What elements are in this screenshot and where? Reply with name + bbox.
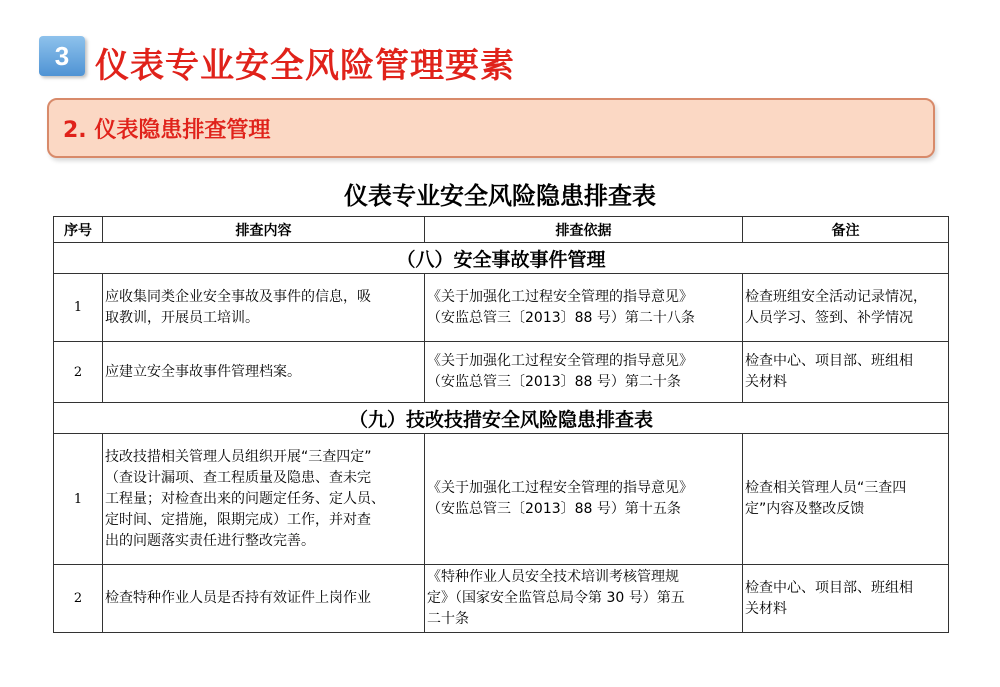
header-remark: 备注: [743, 217, 949, 243]
remark-line: 检查中心、项目部、班组相: [745, 579, 913, 596]
table-row: [54, 274, 949, 342]
row-index: 1: [54, 434, 103, 565]
content-line: 应收集同类企业安全事故及事件的信息，吸: [105, 288, 371, 305]
group-title: （九）技改技措安全风险隐患排查表: [54, 403, 949, 434]
row-index: 2: [54, 565, 103, 633]
row-index: 1: [54, 274, 103, 342]
basis-line: 《特种作业人员安全技术培训考核管理规: [427, 569, 679, 585]
table-header-row: [54, 217, 949, 243]
remark-line: 检查相关管理人员“三查四: [745, 480, 907, 496]
row-basis: [425, 342, 743, 403]
row-remark: [743, 434, 949, 565]
row-content: [103, 342, 425, 403]
table-row: [54, 565, 949, 633]
section-label: 2. 仪表隐患排查管理: [63, 118, 271, 143]
content-line: 定时间、定措施，限期完成）工作，并对查: [105, 511, 371, 528]
content-line: 出的问题落实责任进行整改完善。: [105, 532, 315, 549]
basis-line: 定》（国家安全监管总局令第 30 号）第五: [427, 590, 685, 606]
table-title: 仪表专业安全风险隐患排查表: [344, 182, 656, 210]
inspection-table: [53, 216, 949, 633]
content-line: 技改技措相关管理人员组织开展“三查四定”: [105, 448, 372, 465]
row-content: [103, 434, 425, 565]
content-line: （查设计漏项、查工程质量及隐患、查未完: [105, 469, 371, 486]
group-title: （八）安全事故事件管理: [54, 243, 949, 274]
remark-line: 定”内容及整改反馈: [745, 501, 865, 517]
basis-line: （安监总管三〔2013〕88 号）第二十条: [427, 374, 681, 390]
remark-line: 检查班组安全活动记录情况，: [745, 288, 927, 305]
content-line: 工程量；对检查出来的问题定任务、定人员、: [105, 490, 385, 507]
row-content: [103, 274, 425, 342]
row-basis: [425, 434, 743, 565]
table-row: [54, 342, 949, 403]
remark-line: 人员学习、签到、补学情况: [745, 309, 913, 326]
section-number-badge: 3: [39, 36, 85, 76]
group-title-row: [54, 403, 949, 434]
row-remark: [743, 274, 949, 342]
row-index: 2: [54, 342, 103, 403]
group-title-row: [54, 243, 949, 274]
header-index: 序号: [54, 217, 103, 243]
row-basis: [425, 565, 743, 633]
basis-line: 《关于加强化工过程安全管理的指导意见》: [427, 353, 693, 369]
basis-line: （安监总管三〔2013〕88 号）第二十八条: [427, 309, 695, 326]
remark-line: 关材料: [745, 600, 787, 617]
header-content: 排查内容: [103, 217, 425, 243]
content-line: 取教训，开展员工培训。: [105, 309, 259, 326]
content-line: 检查特种作业人员是否持有效证件上岗作业: [105, 590, 371, 606]
slide-title: 仪表专业安全风险管理要素: [95, 46, 515, 86]
header-basis: 排查依据: [425, 217, 743, 243]
table-row: [54, 434, 949, 565]
content-line: 应建立安全事故事件管理档案。: [105, 363, 301, 380]
row-content: [103, 565, 425, 633]
remark-line: 关材料: [745, 374, 787, 390]
row-remark: [743, 565, 949, 633]
section-header-bar: [47, 98, 935, 158]
basis-line: 《关于加强化工过程安全管理的指导意见》: [427, 480, 693, 496]
basis-line: （安监总管三〔2013〕88 号）第十五条: [427, 501, 681, 517]
row-basis: [425, 274, 743, 342]
basis-line: 二十条: [427, 611, 469, 627]
remark-line: 检查中心、项目部、班组相: [745, 353, 913, 369]
row-remark: [743, 342, 949, 403]
basis-line: 《关于加强化工过程安全管理的指导意见》: [427, 288, 693, 305]
